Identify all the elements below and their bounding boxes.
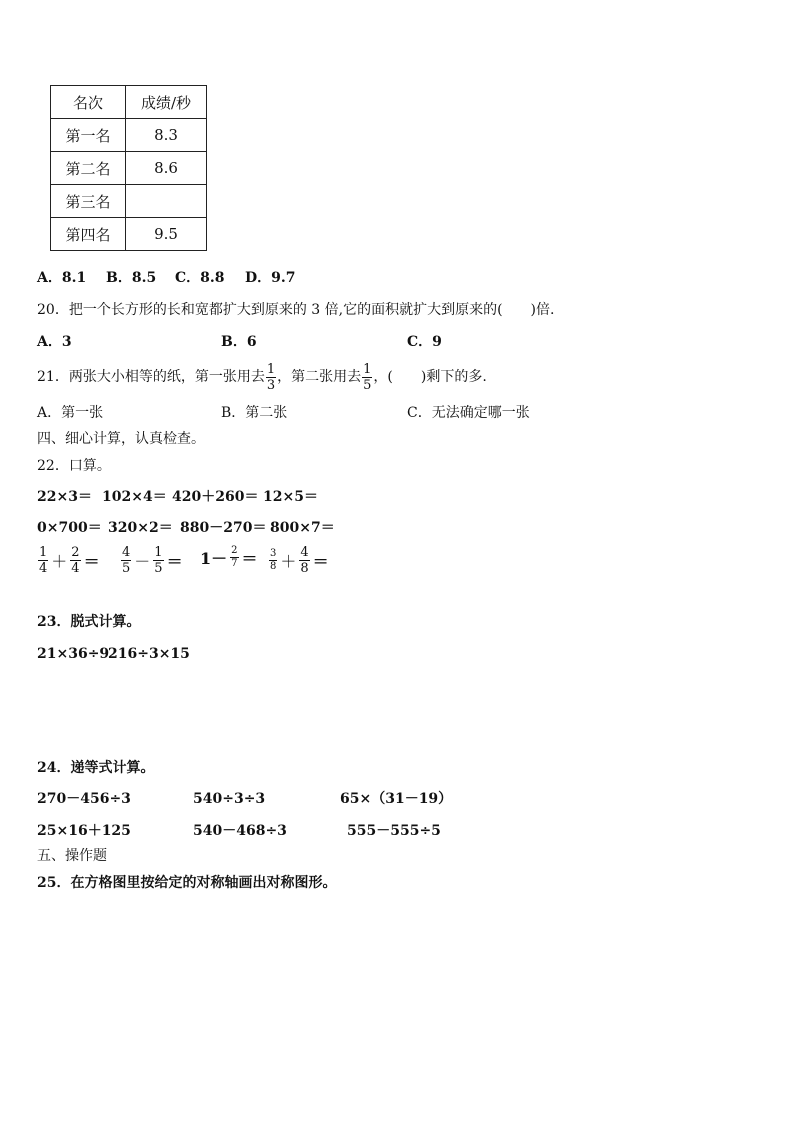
- q24-expr: 65×（31－19）: [340, 791, 453, 807]
- fraction: [299, 546, 309, 575]
- q21-fraction-1: [266, 363, 276, 392]
- q23-expr: 216÷3×15: [108, 646, 190, 662]
- q24-expr: 540÷3÷3: [193, 791, 266, 807]
- fraction-numerator: 1: [266, 361, 276, 377]
- q20-option-b: B．6: [221, 334, 257, 350]
- fraction-numerator: 4: [300, 545, 309, 560]
- q22-expr: 0×700＝: [37, 520, 102, 536]
- operator: －: [134, 552, 151, 571]
- q24-title: 24．递等式计算。: [37, 760, 155, 776]
- q21-suffix: ，( )剩下的多.: [373, 369, 487, 385]
- fraction-denominator: 4: [39, 561, 48, 576]
- q22-fraction-expr-1: [37, 546, 102, 575]
- q25-title: 25．在方格图里按给定的对称轴画出对称图形。: [37, 875, 337, 891]
- table-cell: 第三名: [51, 185, 126, 218]
- q22-fraction-expr-4: [268, 546, 331, 575]
- table-cell: 9.5: [126, 218, 207, 251]
- fraction: [230, 546, 238, 569]
- q22-expr: 22×3＝: [37, 489, 92, 505]
- q20-option-c: C．9: [407, 334, 442, 350]
- fraction-denominator: 7: [231, 558, 238, 569]
- q22-fraction-expr-3: [198, 546, 260, 569]
- fraction-denominator: 5: [363, 377, 372, 393]
- fraction-denominator: 4: [71, 561, 80, 576]
- q19-option-a: A．8.1: [37, 270, 87, 286]
- fraction-numerator: 4: [122, 545, 131, 560]
- table-header-cell: 成绩/秒: [126, 86, 207, 119]
- operator: ＋: [280, 552, 297, 571]
- q22-title: 22．口算。: [37, 458, 111, 474]
- q23-title: 23．脱式计算。: [37, 614, 141, 630]
- table-header-cell: 名次: [51, 86, 126, 119]
- q19-option-c: C．8.8: [175, 270, 225, 286]
- fraction: [153, 546, 163, 575]
- q19-option-b: B．8.5: [106, 270, 157, 286]
- section-5-heading: 五、操作题: [37, 848, 107, 864]
- fraction: [70, 546, 80, 575]
- q21-stem: [37, 360, 487, 394]
- fraction: [269, 549, 277, 572]
- q21-option-c: C．无法确定哪一张: [407, 405, 530, 421]
- fraction-numerator: 3: [270, 548, 277, 559]
- fraction: [121, 546, 131, 575]
- equals: ＝: [241, 549, 258, 568]
- q22-expr: 12×5＝: [263, 489, 318, 505]
- table-cell: 8.3: [126, 119, 207, 152]
- table-row: [51, 152, 207, 185]
- fraction-denominator: 8: [270, 561, 277, 572]
- q22-expr: 320×2＝: [108, 520, 173, 536]
- q21-prefix: 21．两张大小相等的纸，第一张用去: [37, 369, 265, 385]
- q24-expr: 25×16＋125: [37, 823, 131, 839]
- fraction-denominator: 5: [122, 561, 131, 576]
- table-row: [51, 185, 207, 218]
- table-cell: 第一名: [51, 119, 126, 152]
- q24-expr: 540－468÷3: [193, 823, 287, 839]
- q22-expr: 102×4＝: [102, 489, 167, 505]
- q20-stem: 20．把一个长方形的长和宽都扩大到原来的 3 倍,它的面积就扩大到原来的( )倍.: [37, 302, 555, 318]
- q23-expr: 21×36÷9: [37, 646, 110, 662]
- q22-expr: 880－270＝: [180, 520, 267, 536]
- q22-fraction-expr-2: [120, 546, 185, 575]
- q21-option-b: B．第二张: [221, 405, 288, 421]
- fraction-denominator: 8: [300, 561, 309, 576]
- fraction-numerator: 2: [71, 545, 80, 560]
- fraction-numerator: 1: [363, 361, 372, 377]
- fraction-denominator: 3: [266, 377, 276, 393]
- q19-option-d: D．9.7: [245, 270, 296, 286]
- fraction: [38, 546, 48, 575]
- score-table: [50, 85, 207, 251]
- fraction-numerator: 1: [154, 545, 163, 560]
- table-row: [51, 218, 207, 251]
- table-cell: 8.6: [126, 152, 207, 185]
- section-4-heading: 四、细心计算，认真检查。: [37, 431, 205, 447]
- q21-mid: ，第二张用去: [277, 369, 362, 385]
- q24-expr: 270－456÷3: [37, 791, 131, 807]
- table-header-row: [51, 86, 207, 119]
- table-row: [51, 119, 207, 152]
- q20-option-a: A．3: [37, 334, 72, 350]
- table-cell: [126, 185, 207, 218]
- operand-lead: 1－: [200, 549, 228, 568]
- operator: ＋: [51, 552, 68, 571]
- q22-expr: 420＋260＝: [172, 489, 259, 505]
- equals: ＝: [166, 552, 183, 571]
- table-cell: 第四名: [51, 218, 126, 251]
- q22-expr: 800×7＝: [270, 520, 335, 536]
- equals: ＝: [312, 552, 329, 571]
- fraction-numerator: 2: [231, 545, 238, 556]
- q24-expr: 555－555÷5: [347, 823, 441, 839]
- fraction-denominator: 5: [154, 561, 163, 576]
- equals: ＝: [83, 552, 100, 571]
- q21-option-a: A．第一张: [37, 405, 104, 421]
- q21-fraction-2: [362, 363, 372, 392]
- table-cell: 第二名: [51, 152, 126, 185]
- fraction-numerator: 1: [39, 545, 48, 560]
